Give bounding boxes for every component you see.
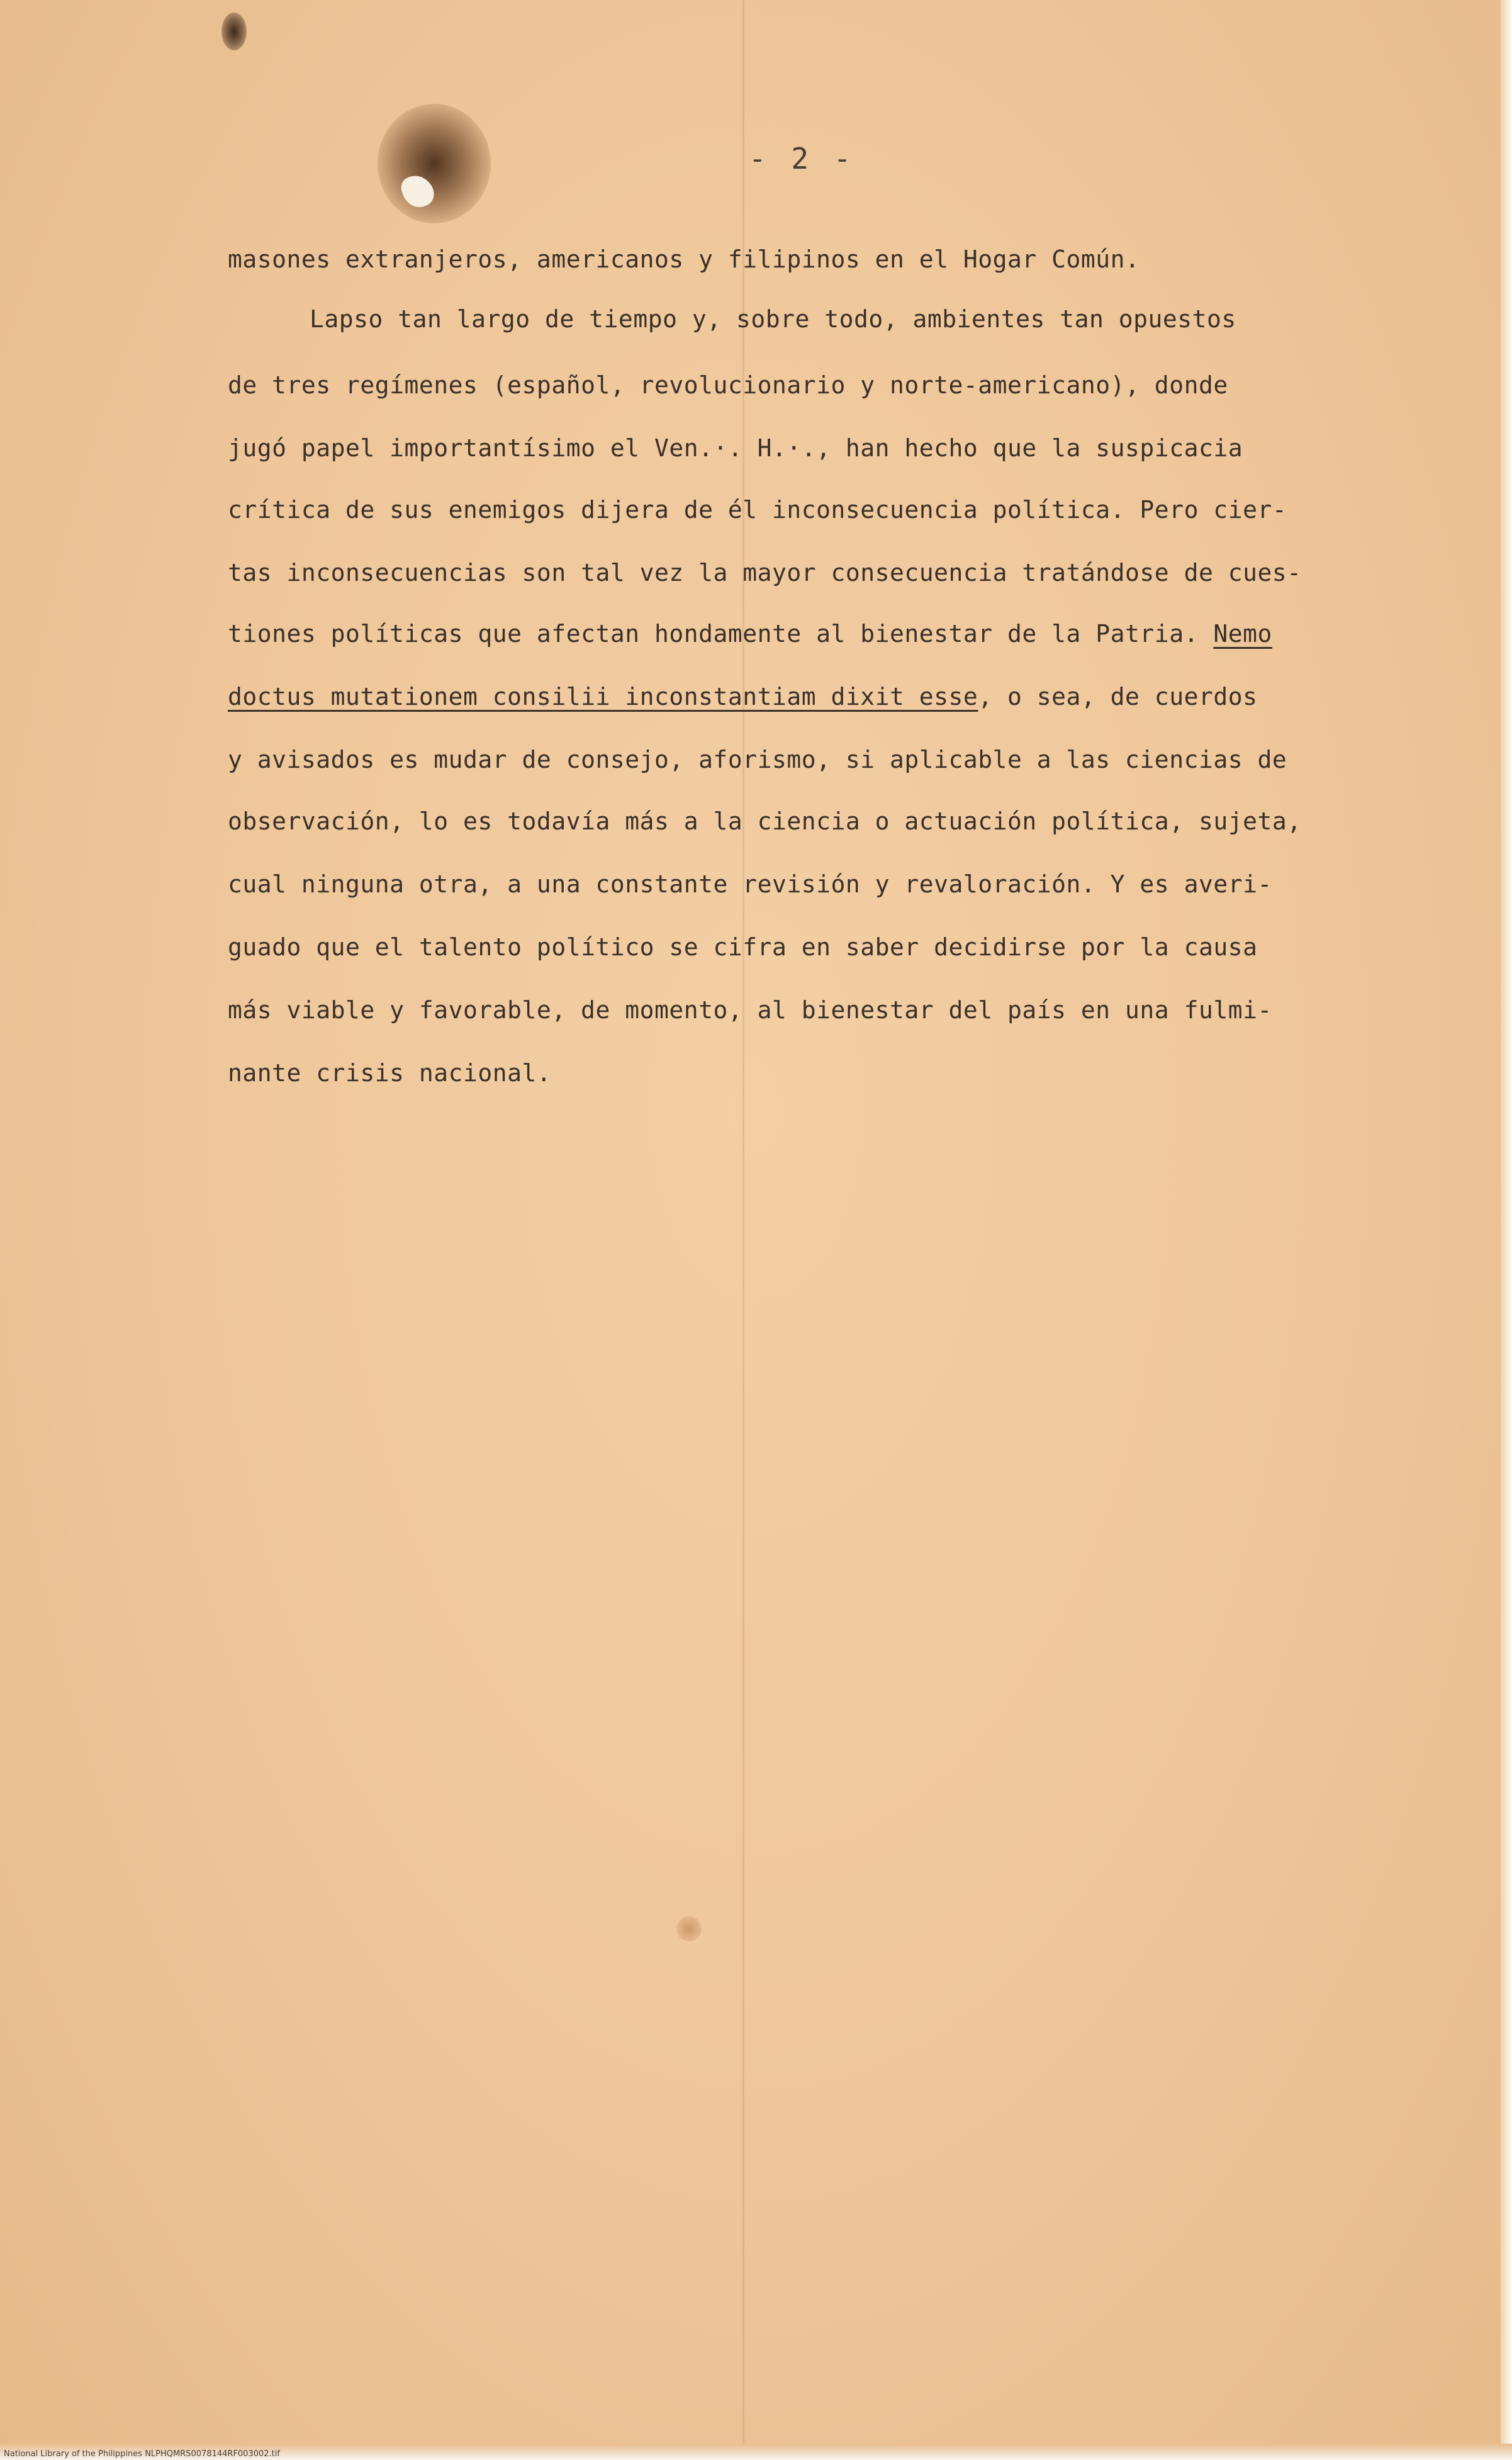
text-line: más viable y favorable, de momento, al bienestar del país en una fulmi- (228, 996, 1272, 1024)
text-segment: tiones políticas que afectan hondamente al bienestar de la Patria. (228, 620, 1199, 648)
ink-blot (221, 13, 247, 50)
paper-spot (676, 1916, 702, 1941)
text-line: y avisados es mudar de consejo, aforismo, si aplicable a las ciencias de (228, 746, 1287, 773)
page-number: - 2 - (749, 142, 855, 176)
text-line (228, 620, 1272, 648)
text-line: jugó papel importantísimo el Ven.·. H.·., han hecho que la suspicacia (228, 434, 1243, 462)
text-line: nante crisis nacional. (228, 1059, 552, 1087)
paper-fold (742, 0, 744, 2460)
text-segment: , o sea, de cuerdos (978, 683, 1258, 710)
latin-quote: doctus mutationem consilii inconstantiam dixit esse (228, 683, 978, 710)
latin-quote-start: Nemo (1213, 620, 1272, 648)
text-line: crítica de sus enemigos dijera de él inconsecuencia política. Pero cier- (228, 496, 1287, 524)
text-line: observación, lo es todavía más a la ciencia o actuación política, sujeta, (228, 807, 1302, 835)
text-line: Lapso tan largo de tiempo y, sobre todo, ambientes tan opuestos (310, 305, 1236, 333)
text-line (228, 683, 1257, 710)
archive-footer: National Library of the Philippines NLPHQMRS0078144RF003002.tif (4, 2449, 280, 2459)
text-line: tas inconsecuencias son tal vez la mayor consecuencia tratándose de cues- (228, 559, 1302, 587)
page-edge-right (1501, 0, 1512, 2460)
text-line: cual ninguna otra, a una constante revisión y revaloración. Y es averi- (228, 870, 1272, 898)
burn-stain (378, 104, 491, 223)
text-line: de tres regímenes (español, revolucionario y norte-americano), donde (228, 371, 1228, 399)
text-line: guado que el talento político se cifra en saber decidirse por la causa (228, 933, 1258, 961)
text-line: masones extranjeros, americanos y filipinos en el Hogar Común. (228, 245, 1140, 273)
